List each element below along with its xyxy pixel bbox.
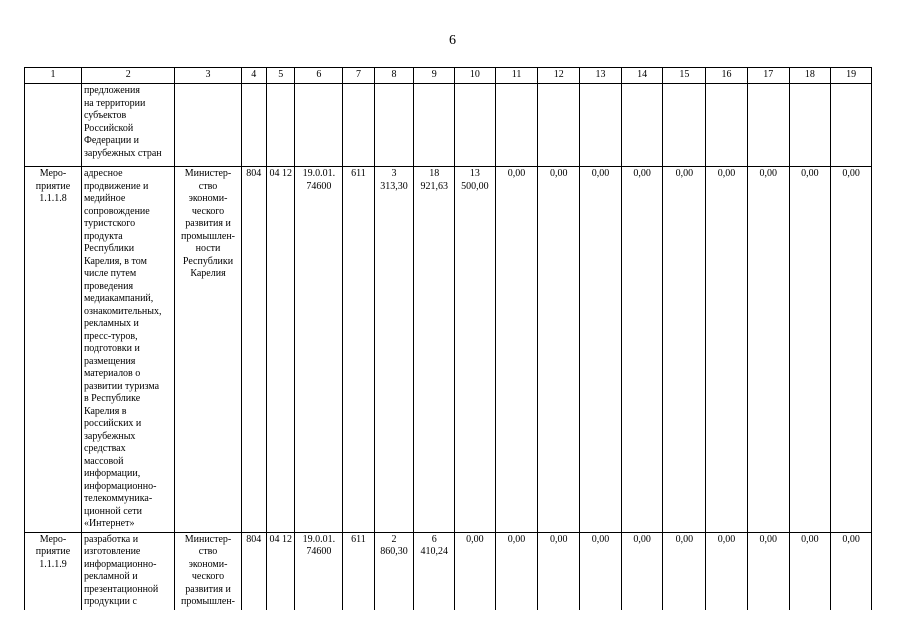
target-article-cell: 19.0.01. 74600 <box>295 532 343 610</box>
column-header-1: 1 <box>25 68 82 84</box>
table-row <box>25 532 872 610</box>
column-header-16: 16 <box>706 68 748 84</box>
amount-cell-col-10: 0,00 <box>455 532 496 610</box>
amount-cell-col-8: 3 313,30 <box>374 167 414 533</box>
column-header-14: 14 <box>621 68 663 84</box>
column-header-7: 7 <box>343 68 375 84</box>
amount-cell-col-8: 2 860,30 <box>374 532 414 610</box>
column-header-9: 9 <box>414 68 455 84</box>
amount-cell-col-15: 0,00 <box>663 532 706 610</box>
amount-cell-col-19: 0,00 <box>831 167 872 533</box>
budget-table <box>24 67 872 610</box>
section-code-cell: 04 12 <box>266 167 294 533</box>
column-header-3: 3 <box>175 68 241 84</box>
amount-cell-col-8 <box>374 84 414 167</box>
amount-cell-col-13 <box>580 84 622 167</box>
column-header-19: 19 <box>831 68 872 84</box>
measure-description-cell: предложения на территории субъектов Российской Федерации и зарубежных стран <box>81 84 175 167</box>
amount-cell-col-9 <box>414 84 455 167</box>
amount-cell-col-12: 0,00 <box>538 532 580 610</box>
amount-cell-col-19: 0,00 <box>831 532 872 610</box>
amount-cell-col-17: 0,00 <box>747 167 789 533</box>
responsible-executor-cell: Министер- ство экономи- ческого развития и промышлен- ности Республики Карелия <box>175 167 241 533</box>
amount-cell-col-11: 0,00 <box>495 532 538 610</box>
page-number: 6 <box>449 33 456 48</box>
expense-type-cell: 611 <box>343 167 375 533</box>
amount-cell-col-10 <box>455 84 496 167</box>
table-row <box>25 167 872 533</box>
responsible-executor-cell: Министер- ство экономи- ческого развития и промышлен- <box>175 532 241 610</box>
column-header-6: 6 <box>295 68 343 84</box>
amount-cell-col-13: 0,00 <box>580 532 622 610</box>
amount-cell-col-9: 18 921,63 <box>414 167 455 533</box>
header-row <box>25 68 872 84</box>
measure-number-cell: Меро- приятие 1.1.1.8 <box>25 167 82 533</box>
measure-description-cell: адресное продвижение и медийное сопровождение туристского продукта Республики Карелия, в том числе путем проведения медиакампаний, ознакомительных, рекламных и пресс-туров, подготовки и размещения материалов о развитии туризма в Республике Карелия в российских и зарубежных средствах массовой информации, информационно- телекоммуника- ционной сети «Интернет» <box>81 167 175 533</box>
column-header-17: 17 <box>747 68 789 84</box>
amount-cell-col-18 <box>789 84 831 167</box>
responsible-executor-cell <box>175 84 241 167</box>
target-article-cell <box>295 84 343 167</box>
section-code-cell: 04 12 <box>266 532 294 610</box>
column-header-13: 13 <box>580 68 622 84</box>
amount-cell-col-19 <box>831 84 872 167</box>
amount-cell-col-15: 0,00 <box>663 167 706 533</box>
grbs-code-cell: 804 <box>241 532 266 610</box>
amount-cell-col-14: 0,00 <box>621 167 663 533</box>
expense-type-cell <box>343 84 375 167</box>
amount-cell-col-10: 13 500,00 <box>455 167 496 533</box>
amount-cell-col-17 <box>747 84 789 167</box>
amount-cell-col-11: 0,00 <box>495 167 538 533</box>
amount-cell-col-18: 0,00 <box>789 532 831 610</box>
amount-cell-col-13: 0,00 <box>580 167 622 533</box>
grbs-code-cell <box>241 84 266 167</box>
amount-cell-col-17: 0,00 <box>747 532 789 610</box>
amount-cell-col-14 <box>621 84 663 167</box>
amount-cell-col-16 <box>706 84 748 167</box>
section-code-cell <box>266 84 294 167</box>
amount-cell-col-18: 0,00 <box>789 167 831 533</box>
amount-cell-col-15 <box>663 84 706 167</box>
column-header-2: 2 <box>81 68 175 84</box>
grbs-code-cell: 804 <box>241 167 266 533</box>
amount-cell-col-16: 0,00 <box>706 532 748 610</box>
measure-description-cell: разработка и изготовление информационно- рекламной и презентационной продукции с <box>81 532 175 610</box>
amount-cell-col-11 <box>495 84 538 167</box>
target-article-cell: 19.0.01. 74600 <box>295 167 343 533</box>
amount-cell-col-16: 0,00 <box>706 167 748 533</box>
column-header-5: 5 <box>266 68 294 84</box>
column-header-11: 11 <box>495 68 538 84</box>
amount-cell-col-14: 0,00 <box>621 532 663 610</box>
amount-cell-col-12 <box>538 84 580 167</box>
column-header-18: 18 <box>789 68 831 84</box>
column-header-8: 8 <box>374 68 414 84</box>
expense-type-cell: 611 <box>343 532 375 610</box>
column-header-15: 15 <box>663 68 706 84</box>
amount-cell-col-9: 6 410,24 <box>414 532 455 610</box>
table-row <box>25 84 872 167</box>
measure-number-cell: Меро- приятие 1.1.1.9 <box>25 532 82 610</box>
measure-number-cell <box>25 84 82 167</box>
column-header-12: 12 <box>538 68 580 84</box>
column-header-10: 10 <box>455 68 496 84</box>
amount-cell-col-12: 0,00 <box>538 167 580 533</box>
column-header-4: 4 <box>241 68 266 84</box>
